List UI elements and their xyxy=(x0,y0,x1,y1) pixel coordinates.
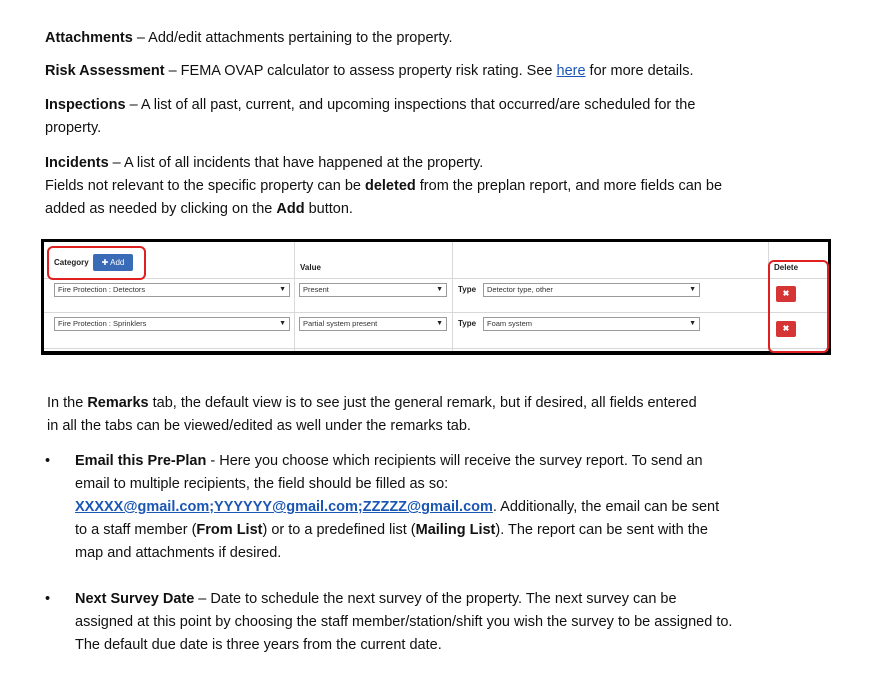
type-label: Type xyxy=(458,319,477,328)
preplan-table-screenshot xyxy=(41,239,831,355)
from-list-term: From List xyxy=(196,522,263,538)
category-header: Category xyxy=(54,258,89,267)
inspections-paragraph xyxy=(45,94,705,140)
type-select-row1[interactable] xyxy=(483,283,700,297)
list-item xyxy=(45,588,735,657)
attachments-term: Attachments xyxy=(45,30,133,46)
value-select-value: Present xyxy=(303,285,329,294)
bullet-icon: • xyxy=(45,591,51,607)
chevron-down-icon: ▼ xyxy=(436,320,443,327)
remarks-text-a: In the xyxy=(47,395,88,411)
delete-header: Delete xyxy=(774,263,799,272)
add-highlight-box xyxy=(47,246,146,280)
value-select-row1[interactable] xyxy=(299,283,447,297)
attachments-text: – Add/edit attachments pertaining to the property. xyxy=(132,30,453,46)
mailing-list-term: Mailing List xyxy=(415,522,496,538)
type-select-row2[interactable] xyxy=(483,317,700,331)
add-button-label: Add xyxy=(110,258,125,267)
category-select-value: Fire Protection : Sprinklers xyxy=(58,319,147,328)
add-term: Add xyxy=(276,201,305,217)
chevron-down-icon: ▼ xyxy=(436,286,443,293)
bullet-icon: • xyxy=(45,453,51,469)
inspections-term: Inspections xyxy=(45,97,126,113)
remarks-paragraph xyxy=(47,392,707,438)
risk-assessment-tail: for more details. xyxy=(585,63,694,79)
email-text-a: - Here you choose which recipients will receive the survey report. To send an email to multiple recipients, the field should be filled as so: xyxy=(75,453,703,492)
attachments-paragraph xyxy=(45,27,745,50)
value-header: Value xyxy=(300,263,321,272)
bullet-list xyxy=(45,450,735,657)
close-icon: ✖ xyxy=(782,289,790,298)
delete-highlight-box xyxy=(768,260,829,353)
next-survey-term: Next Survey Date xyxy=(75,591,195,607)
email-text-c: ) or to a predefined list ( xyxy=(262,522,416,538)
fields-text-a: Fields not relevant to the specific property can be xyxy=(45,178,365,194)
list-item xyxy=(45,450,735,565)
fields-text-c: button. xyxy=(304,201,353,217)
type-select-value: Detector type, other xyxy=(487,285,553,294)
type-label: Type xyxy=(458,285,477,294)
risk-assessment-paragraph xyxy=(45,60,745,83)
inspections-text: – A list of all past, current, and upcoming inspections that occurred/are scheduled for the property. xyxy=(45,97,696,136)
close-icon: ✖ xyxy=(782,324,790,333)
chevron-down-icon: ▼ xyxy=(279,286,286,293)
incidents-term: Incidents xyxy=(45,155,109,171)
risk-assessment-term: Risk Assessment xyxy=(45,63,165,79)
next-survey-text: – Date to schedule the next survey of the property. The next survey can be assigned at this point by choosing the staff member/station/shift you wish the survey to be assigned to. The default due date is three years from the current date. xyxy=(75,591,733,653)
email-preplan-term: Email this Pre-Plan xyxy=(75,453,207,469)
email-addresses-link[interactable]: XXXXX@gmail.com;YYYYYY@gmail.com;ZZZZZ@gmail.com xyxy=(75,499,493,515)
preplan-fields-table xyxy=(44,242,828,351)
value-select-row2[interactable] xyxy=(299,317,447,331)
email-text-b: . Additionally, the email can be sent to a staff member ( xyxy=(75,499,720,538)
fields-text-b: from the preplan report, and more fields can be added as needed by clicking on the xyxy=(45,178,723,217)
value-select-value: Partial system present xyxy=(303,319,378,328)
here-link[interactable]: here xyxy=(556,63,586,79)
incidents-paragraph xyxy=(45,152,735,221)
email-text-d: ). The report can be sent with the map and attachments if desired. xyxy=(75,522,708,561)
category-select-row2[interactable] xyxy=(54,317,290,331)
category-select-value: Fire Protection : Detectors xyxy=(58,285,146,294)
plus-icon: ✚ xyxy=(101,258,109,267)
chevron-down-icon: ▼ xyxy=(689,320,696,327)
deleted-term: deleted xyxy=(364,178,416,194)
chevron-down-icon: ▼ xyxy=(279,320,286,327)
remarks-term: Remarks xyxy=(87,395,149,411)
remarks-text-b: tab, the default view is to see just the general remark, but if desired, all fields entered in all the tabs can be viewed/edited as well under the remarks tab. xyxy=(47,395,697,434)
type-select-value: Foam system xyxy=(487,319,533,328)
chevron-down-icon: ▼ xyxy=(689,286,696,293)
risk-assessment-text: – FEMA OVAP calculator to assess property risk rating. See xyxy=(164,63,557,79)
category-select-row1[interactable] xyxy=(54,283,290,297)
incidents-text: – A list of all incidents that have happened at the property. xyxy=(108,155,484,171)
